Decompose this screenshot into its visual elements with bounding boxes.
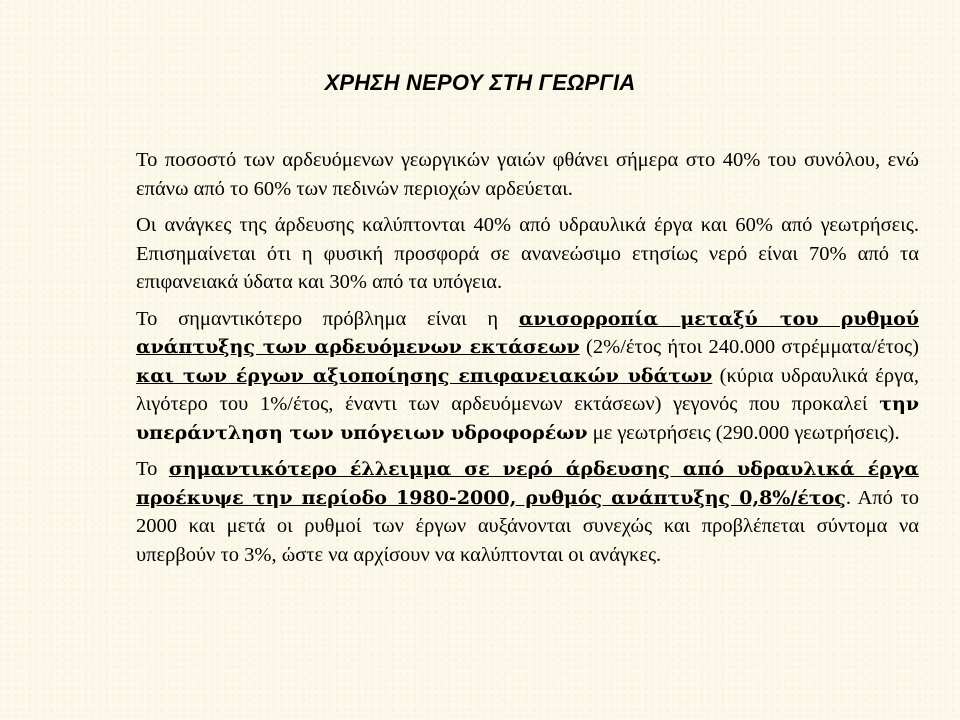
emphasis-imbalance: ανισορροπία μεταξύ του ρυθμού ανάπτυξης των αρδευόμενων εκτάσεων [136,307,919,358]
emphasis-overpumping: την υπεράντληση των υπόγειων υδροφορέων [136,393,919,444]
paragraph-irrigation-sources: Οι ανάγκες της άρδευσης καλύπτονται 40% από υδραυλικά έργα και 60% από γεωτρήσεις. Επισημαίνεται ότι η φυσική προσφορά σε ανανεώσιμο ετησίως νερό είναι 70% από τα επιφανειακά ύδατα και 30% από τα υπόγεια. [136,214,919,293]
emphasis-deficit-period: σημαντικότερο έλλειμμα σε νερό άρδευσης από υδραυλικά έργα προέκυψε την περίοδο 1980-2000, ρυθμός ανάπτυξης 0,8%/έτος [136,458,919,509]
text-segment: Το σημαντικότερο πρόβλημα είναι η [136,307,519,330]
paragraph-water-deficit [136,455,919,569]
paragraph-irrigated-land: Το ποσοστό των αρδευόμενων γεωργικών γαιών φθάνει σήμερα στο 40% του συνόλου, ενώ επάνω από το 60% των πεδινών περιοχών αρδεύεται. [136,149,919,200]
slide-title: ΧΡΗΣΗ ΝΕΡΟΥ ΣΤΗ ΓΕΩΡΓΙΑ [324,70,636,95]
text-segment: Το [136,458,169,480]
paragraph-main-problem [136,305,919,448]
slide-body [136,146,919,569]
text-segment: . Από το 2000 και μετά οι ρυθμοί των έργων αυξάνονται συνεχώς και προβλέπεται σύντομα να υπερβούν το 3%, ώστε να αρχίσουν να καλύπτονται οι ανάγκες. [136,486,919,566]
text-segment: (κύρια υδραυλικά έργα, λιγότερο του 1%/έτος, έναντι των αρδευόμενων εκτάσεων) γεγονός που προκαλεί [136,364,919,415]
text-segment: (2%/έτος ήτοι 240.000 στρέμματα/έτος) [579,336,919,358]
text-segment: με γεωτρήσεις (290.000 γεωτρήσεις). [587,421,900,444]
emphasis-surface-water-works: και των έργων αξιοποίησης επιφανειακών υδάτων [136,364,713,387]
